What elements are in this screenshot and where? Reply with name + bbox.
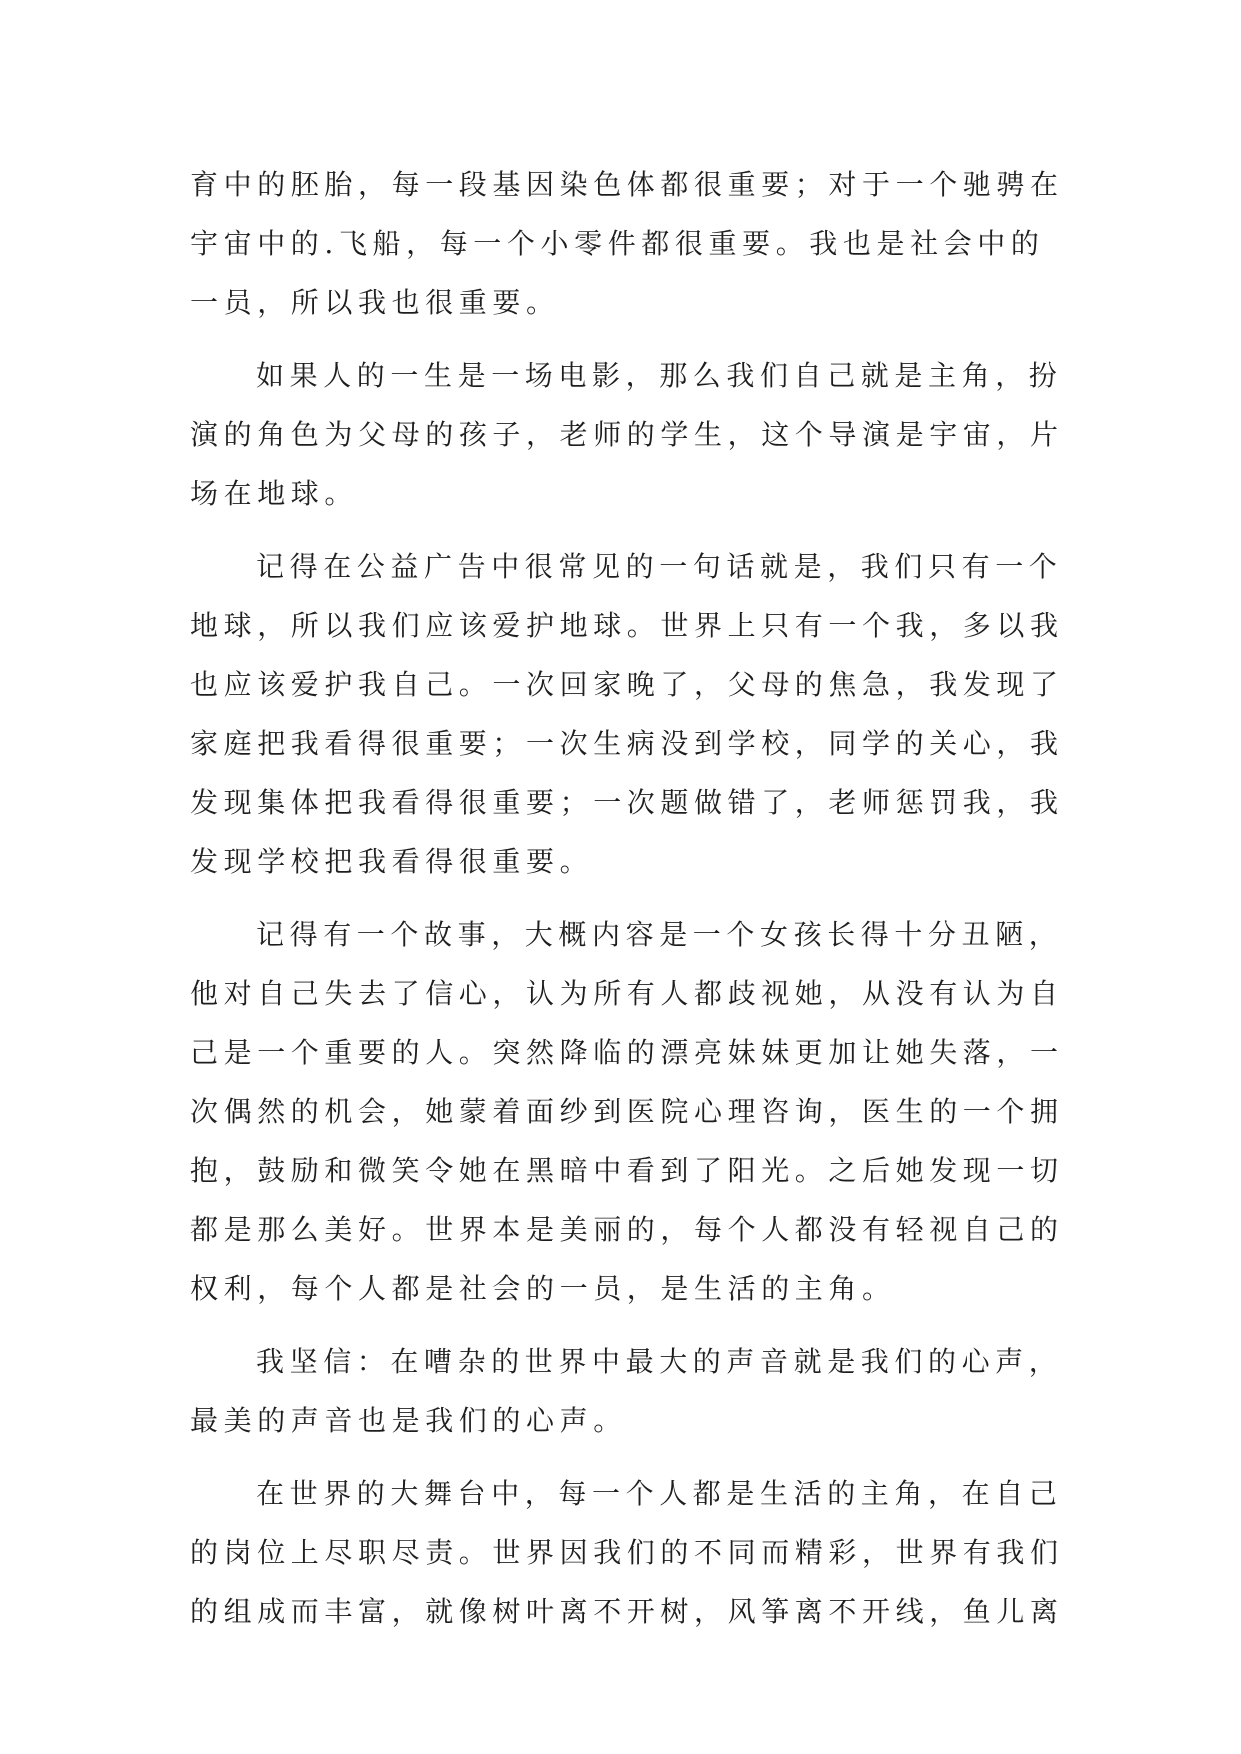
text-line: 的组成而丰富，就像树叶离不开树，风筝离不开线，鱼儿离 <box>190 1595 1064 1628</box>
text-line: 也应该爱护我自己。一次回家晚了，父母的焦急，我发现了 <box>190 668 1064 701</box>
paragraph-start-line: 记得在公益广告中很常见的一句话就是，我们只有一个 <box>256 550 1063 583</box>
text-line: 宇宙中的.飞船，每一个小零件都很重要。我也是社会中的 <box>190 227 1045 260</box>
text-line: 家庭把我看得很重要；一次生病没到学校，同学的关心，我 <box>190 727 1064 760</box>
text-line: 次偶然的机会，她蒙着面纱到医院心理咨询，医生的一个拥 <box>190 1095 1064 1128</box>
text-line: 他对自己失去了信心，认为所有人都歧视她，从没有认为自 <box>190 977 1064 1010</box>
text-line: 都是那么美好。世界本是美丽的，每个人都没有轻视自己的 <box>190 1213 1064 1246</box>
paragraph-start-line: 在世界的大舞台中，每一个人都是生活的主角，在自己 <box>256 1477 1063 1510</box>
text-line: 发现集体把我看得很重要；一次题做错了，老师惩罚我，我 <box>190 786 1064 819</box>
document-body <box>190 155 1064 1641</box>
text-line: 地球，所以我们应该爱护地球。世界上只有一个我，多以我 <box>190 609 1064 642</box>
paragraph-start-line: 我坚信：在嘈杂的世界中最大的声音就是我们的心声， <box>256 1345 1063 1378</box>
text-line: 抱，鼓励和微笑令她在黑暗中看到了阳光。之后她发现一切 <box>190 1154 1064 1187</box>
text-line: 的岗位上尽职尽责。世界因我们的不同而精彩，世界有我们 <box>190 1536 1064 1569</box>
paragraph-start-line: 如果人的一生是一场电影，那么我们自己就是主角，扮 <box>256 359 1063 392</box>
text-line: 己是一个重要的人。突然降临的漂亮妹妹更加让她失落，一 <box>190 1036 1064 1069</box>
paragraph-start-line: 记得有一个故事，大概内容是一个女孩长得十分丑陋， <box>256 918 1063 951</box>
text-line: 权利，每个人都是社会的一员，是生活的主角。 <box>190 1272 896 1305</box>
text-line: 发现学校把我看得很重要。 <box>190 845 594 878</box>
text-line: 场在地球。 <box>190 477 359 510</box>
text-line: 演的角色为父母的孩子，老师的学生，这个导演是宇宙，片 <box>190 418 1064 451</box>
text-line: 最美的声音也是我们的心声。 <box>190 1404 627 1437</box>
text-line: 育中的胚胎，每一段基因染色体都很重要；对于一个驰骋在 <box>190 168 1064 201</box>
text-line: 一员，所以我也很重要。 <box>190 286 560 319</box>
